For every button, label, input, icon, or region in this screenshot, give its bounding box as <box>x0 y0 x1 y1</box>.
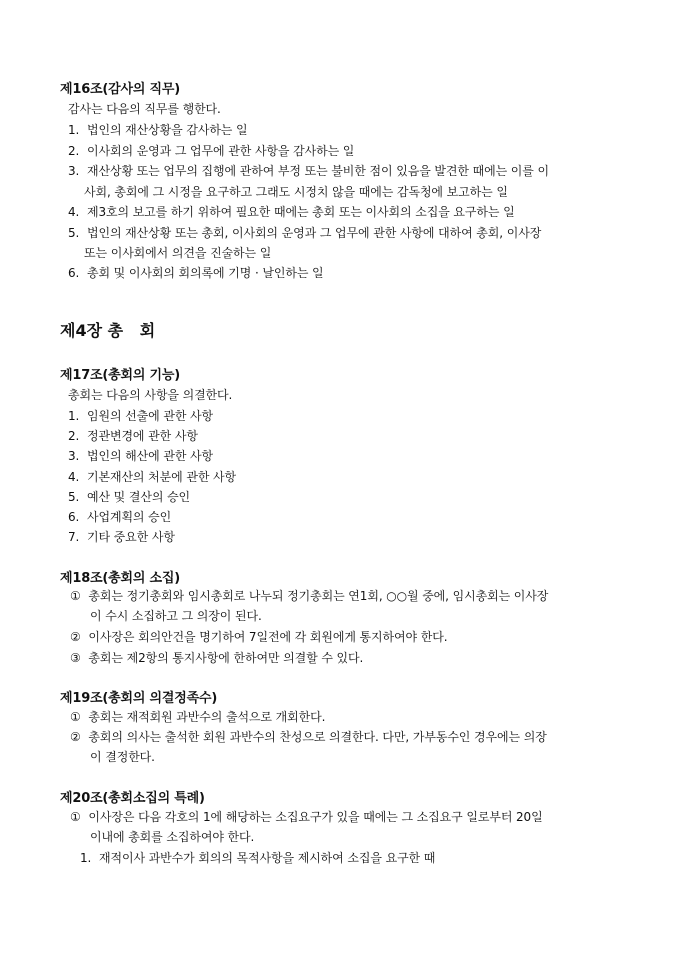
item-continuation: 이내에 총회를 소집하여야 한다. <box>90 830 255 844</box>
item-text: 총회는 정기총회와 임시총회로 나누되 정기총회는 연1회, ○○월 중에, 임시총회는 이사장 <box>88 589 549 603</box>
item-number: 7. <box>68 530 80 544</box>
sub-list-item <box>80 849 435 866</box>
item-number: ① <box>70 710 81 724</box>
item-number: 6. <box>68 510 80 524</box>
article-17-intro: 총회는 다음의 사항을 의결한다. <box>68 388 233 402</box>
list-item <box>70 628 447 645</box>
item-text: 정관변경에 관한 사항 <box>86 429 198 443</box>
item-text: 총회 및 이사회의 회의록에 기명 · 날인하는 일 <box>86 266 324 280</box>
article-18-title: 제18조(총회의 소집) <box>60 571 181 586</box>
item-number: 5. <box>68 490 80 504</box>
list-item <box>68 447 213 464</box>
item-text: 법인의 재산상황을 감사하는 일 <box>86 123 248 137</box>
item-number: 4. <box>68 205 80 219</box>
chapter-heading: 제4장 총 회 <box>60 321 156 340</box>
article-19-title: 제19조(총회의 의결정족수) <box>60 691 218 706</box>
list-item <box>68 407 213 424</box>
item-number: ③ <box>70 651 81 665</box>
item-text: 총회는 재적회원 과반수의 출석으로 개회한다. <box>88 710 326 724</box>
item-text: 총회는 제2항의 통지사항에 한하여만 의결할 수 있다. <box>88 651 364 665</box>
list-item <box>70 708 325 725</box>
item-number: ① <box>70 810 81 824</box>
article-16-title: 제16조(감사의 직무) <box>60 82 181 97</box>
item-number: 2. <box>68 144 80 158</box>
item-continuation: 사회, 총회에 그 시정을 요구하고 그래도 시정치 않을 때에는 감독청에 보고하는 일 <box>84 185 508 199</box>
item-number: ① <box>70 589 81 603</box>
list-item <box>68 203 515 220</box>
item-text: 법인의 재산상황 또는 총회, 이사회의 운영과 그 업무에 관한 사항에 대하여 총회, 이사장 <box>86 226 542 240</box>
list-item <box>70 728 547 745</box>
item-number: 2. <box>68 429 80 443</box>
item-text: 이사장은 회의안건을 명기하여 7일전에 각 회원에게 통지하여야 한다. <box>88 630 448 644</box>
list-item <box>68 264 324 281</box>
item-text: 기본재산의 처분에 관한 사항 <box>86 470 237 484</box>
item-continuation: 또는 이사회에서 의견을 진술하는 일 <box>84 246 272 260</box>
article-17-title: 제17조(총회의 기능) <box>60 368 181 383</box>
item-number: 3. <box>68 449 80 463</box>
item-number: 4. <box>68 470 80 484</box>
item-number: 1. <box>68 123 80 137</box>
list-item <box>70 649 363 666</box>
item-text: 법인의 해산에 관한 사항 <box>86 449 214 463</box>
item-text: 제3호의 보고를 하기 위하여 필요한 때에는 총회 또는 이사회의 소집을 요구하는 일 <box>86 205 515 219</box>
item-text: 기타 중요한 사항 <box>86 530 175 544</box>
item-text: 이사장은 다음 각호의 1에 해당하는 소집요구가 있을 때에는 그 소집요구 일로부터 20일 <box>88 810 543 824</box>
list-item <box>68 121 248 138</box>
article-16-intro: 감사는 다음의 직무를 행한다. <box>68 102 221 116</box>
item-text: 예산 및 결산의 승인 <box>86 490 191 504</box>
list-item <box>68 224 541 241</box>
item-number: 5. <box>68 226 80 240</box>
list-item <box>68 488 190 505</box>
item-number: 1. <box>80 851 92 865</box>
list-item <box>68 528 175 545</box>
list-item <box>70 587 548 604</box>
item-text: 재적이사 과반수가 회의의 목적사항을 제시하여 소집을 요구한 때 <box>98 851 436 865</box>
item-number: 3. <box>68 164 80 178</box>
item-number: ② <box>70 730 81 744</box>
item-number: 6. <box>68 266 80 280</box>
item-text: 이사회의 운영과 그 업무에 관한 사항을 감사하는 일 <box>86 144 355 158</box>
item-continuation: 이 수시 소집하고 그 의장이 된다. <box>90 609 262 623</box>
item-text: 임원의 선출에 관한 사항 <box>86 409 214 423</box>
item-text: 재산상황 또는 업무의 집행에 관하여 부정 또는 불비한 점이 있음을 발견한 때에는 이를 이 <box>86 164 549 178</box>
item-continuation: 이 결정한다. <box>90 750 155 764</box>
list-item <box>68 427 198 444</box>
list-item <box>68 508 171 525</box>
item-text: 사업계획의 승인 <box>86 510 172 524</box>
list-item <box>68 162 549 179</box>
list-item <box>70 808 543 825</box>
article-20-title: 제20조(총회소집의 특례) <box>60 791 205 806</box>
list-item <box>68 468 236 485</box>
item-number: 1. <box>68 409 80 423</box>
list-item <box>68 142 354 159</box>
item-text: 총회의 의사는 출석한 회원 과반수의 찬성으로 의결한다. 다만, 가부동수인 경우에는 의장 <box>88 730 547 744</box>
item-number: ② <box>70 630 81 644</box>
